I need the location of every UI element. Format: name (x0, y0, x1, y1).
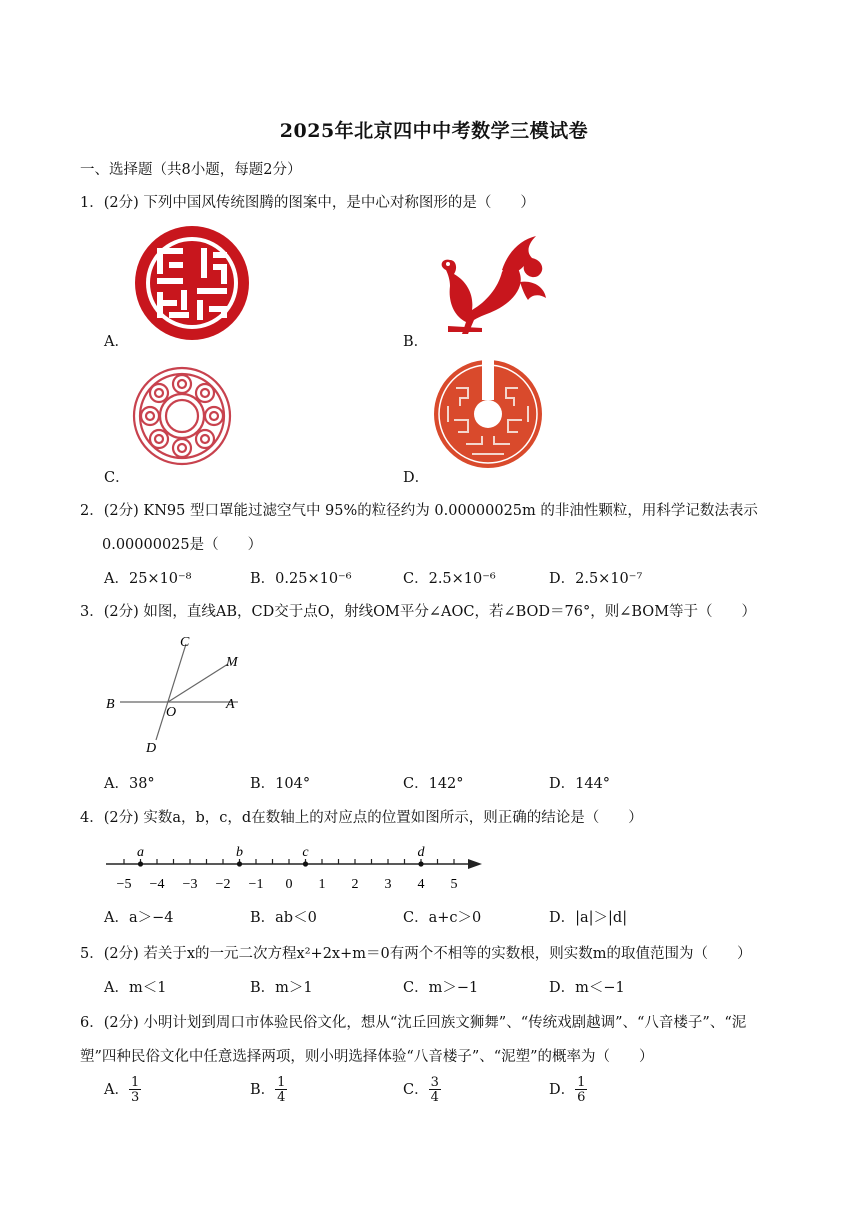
question-6-stem-line2: 塑”四种民俗文化中任意选择两项，则小明选择体验“八音楼子”、“泥塑”的概率为（ ） (80, 1049, 654, 1065)
q3-angle-figure (100, 630, 250, 758)
q5-option-a: A．m＜1 (104, 980, 167, 996)
number-line-tick-label: −5 (116, 877, 132, 892)
q3-option-b: B．104° (250, 776, 311, 792)
q4-option-b: B．ab＜0 (250, 910, 317, 926)
number-line-tick-label: −3 (182, 877, 198, 892)
question-5-stem: 5．(2分) 若关于x的一元二次方程x²+2x+m＝0有两个不相等的实数根，则实数m的取值范围为（ ） (80, 946, 752, 962)
option-b-phoenix-pattern (428, 222, 550, 344)
q6-option-a-fraction: $\frac{1}{3}$ (130, 1075, 140, 1105)
question-1-stem: 1．(2分) 下列中国风传统图腾的图案中，是中心对称图形的是（ ） (80, 195, 535, 211)
q6-option-c-label: C． (403, 1082, 429, 1098)
option-c-label: C． (104, 470, 130, 486)
q6-option-b (250, 1076, 287, 1104)
q3-label-o: O (166, 705, 177, 720)
q3-option-a: A．38° (104, 776, 155, 792)
number-line-tick-label: 2 (351, 877, 359, 892)
question-4-stem: 4．(2分) 实数a，b，c，d在数轴上的对应点的位置如图所示，则正确的结论是（ ） (80, 810, 643, 826)
q3-label-m: M (226, 655, 238, 670)
number-line-tick-label: 4 (417, 877, 425, 892)
number-line-tick-label: −1 (248, 877, 264, 892)
q6-option-d (549, 1076, 587, 1104)
q4-option-d: D．|a|＞|d| (549, 910, 628, 926)
q2-option-d: D．2.5×10⁻⁷ (549, 571, 643, 587)
number-line-point-a (138, 861, 143, 866)
q6-option-c (403, 1076, 441, 1104)
number-line-tick-label: 3 (384, 877, 392, 892)
q4-number-line (100, 838, 490, 894)
q2-option-b: B．0.25×10⁻⁶ (250, 571, 352, 587)
page-title: 2025年北京四中中考数学三模试卷 (279, 120, 589, 142)
option-d-bi-disc-pattern (432, 358, 544, 470)
q3-label-a: A (226, 697, 235, 712)
number-line-point-c (303, 861, 308, 866)
number-line-point-label-b: b (236, 845, 243, 860)
number-line-tick-label: −2 (215, 877, 231, 892)
q3-label-d: D (146, 741, 157, 756)
number-line-point-label-c: c (302, 845, 309, 860)
question-6-stem-line1: 6．(2分) 小明计划到周口市体验民俗文化，想从“沈丘回族文狮舞”、“传统戏剧越调”、“八音楼子”、“泥 (80, 1015, 747, 1031)
q3-option-c: C．142° (403, 776, 464, 792)
q5-option-c: C．m＞−1 (403, 980, 479, 996)
q4-option-c: C．a+c＞0 (403, 910, 482, 926)
number-line-tick-label: 1 (318, 877, 326, 892)
question-2-stem-line1: 2．(2分) KN95 型口罩能过滤空气中 95%的粒径约为 0.00000025m 的非油性颗粒，用科学记数法表示 (80, 503, 758, 519)
q6-option-b-fraction: $\frac{1}{4}$ (277, 1075, 286, 1105)
q3-label-b: B (106, 697, 115, 712)
q2-option-a: A．25×10⁻⁸ (104, 571, 192, 587)
q6-option-d-label: D． (549, 1082, 576, 1098)
q3-option-d: D．144° (549, 776, 611, 792)
number-line-tick-label: −4 (149, 877, 165, 892)
option-a-label: A． (104, 334, 129, 350)
q6-option-a (104, 1076, 141, 1104)
q2-option-c: C．2.5×10⁻⁶ (403, 571, 496, 587)
option-c-cloud-ring-pattern (128, 362, 236, 470)
q6-option-d-fraction: $\frac{1}{6}$ (577, 1075, 586, 1105)
q6-option-a-label: A． (104, 1082, 129, 1098)
option-d-label: D． (403, 470, 430, 486)
q6-option-b-label: B． (250, 1082, 276, 1098)
number-line-point-label-d: d (417, 845, 425, 860)
number-line-tick-label: 0 (285, 877, 293, 892)
number-line-point-d (418, 861, 423, 866)
section-heading: 一、选择题（共8小题，每题2分） (80, 162, 302, 178)
q4-option-a: A．a＞−4 (104, 910, 174, 926)
q6-option-c-fraction: $\frac{3}{4}$ (430, 1075, 439, 1105)
q5-option-d: D．m＜−1 (549, 980, 625, 996)
number-line-point-b (237, 861, 242, 866)
question-2-stem-line2: 0.00000025是（ ） (102, 537, 263, 553)
number-line-tick-label: 5 (450, 877, 458, 892)
q3-label-c: C (180, 635, 190, 650)
option-b-label: B． (403, 334, 429, 350)
question-3-stem: 3．(2分) 如图，直线AB，CD交于点O，射线OM平分∠AOC，若∠BOD＝76°，则∠BOM等于（ ） (80, 604, 757, 620)
number-line-point-label-a: a (137, 845, 144, 860)
option-a-knot-pattern (133, 224, 251, 342)
q5-option-b: B．m＞1 (250, 980, 313, 996)
